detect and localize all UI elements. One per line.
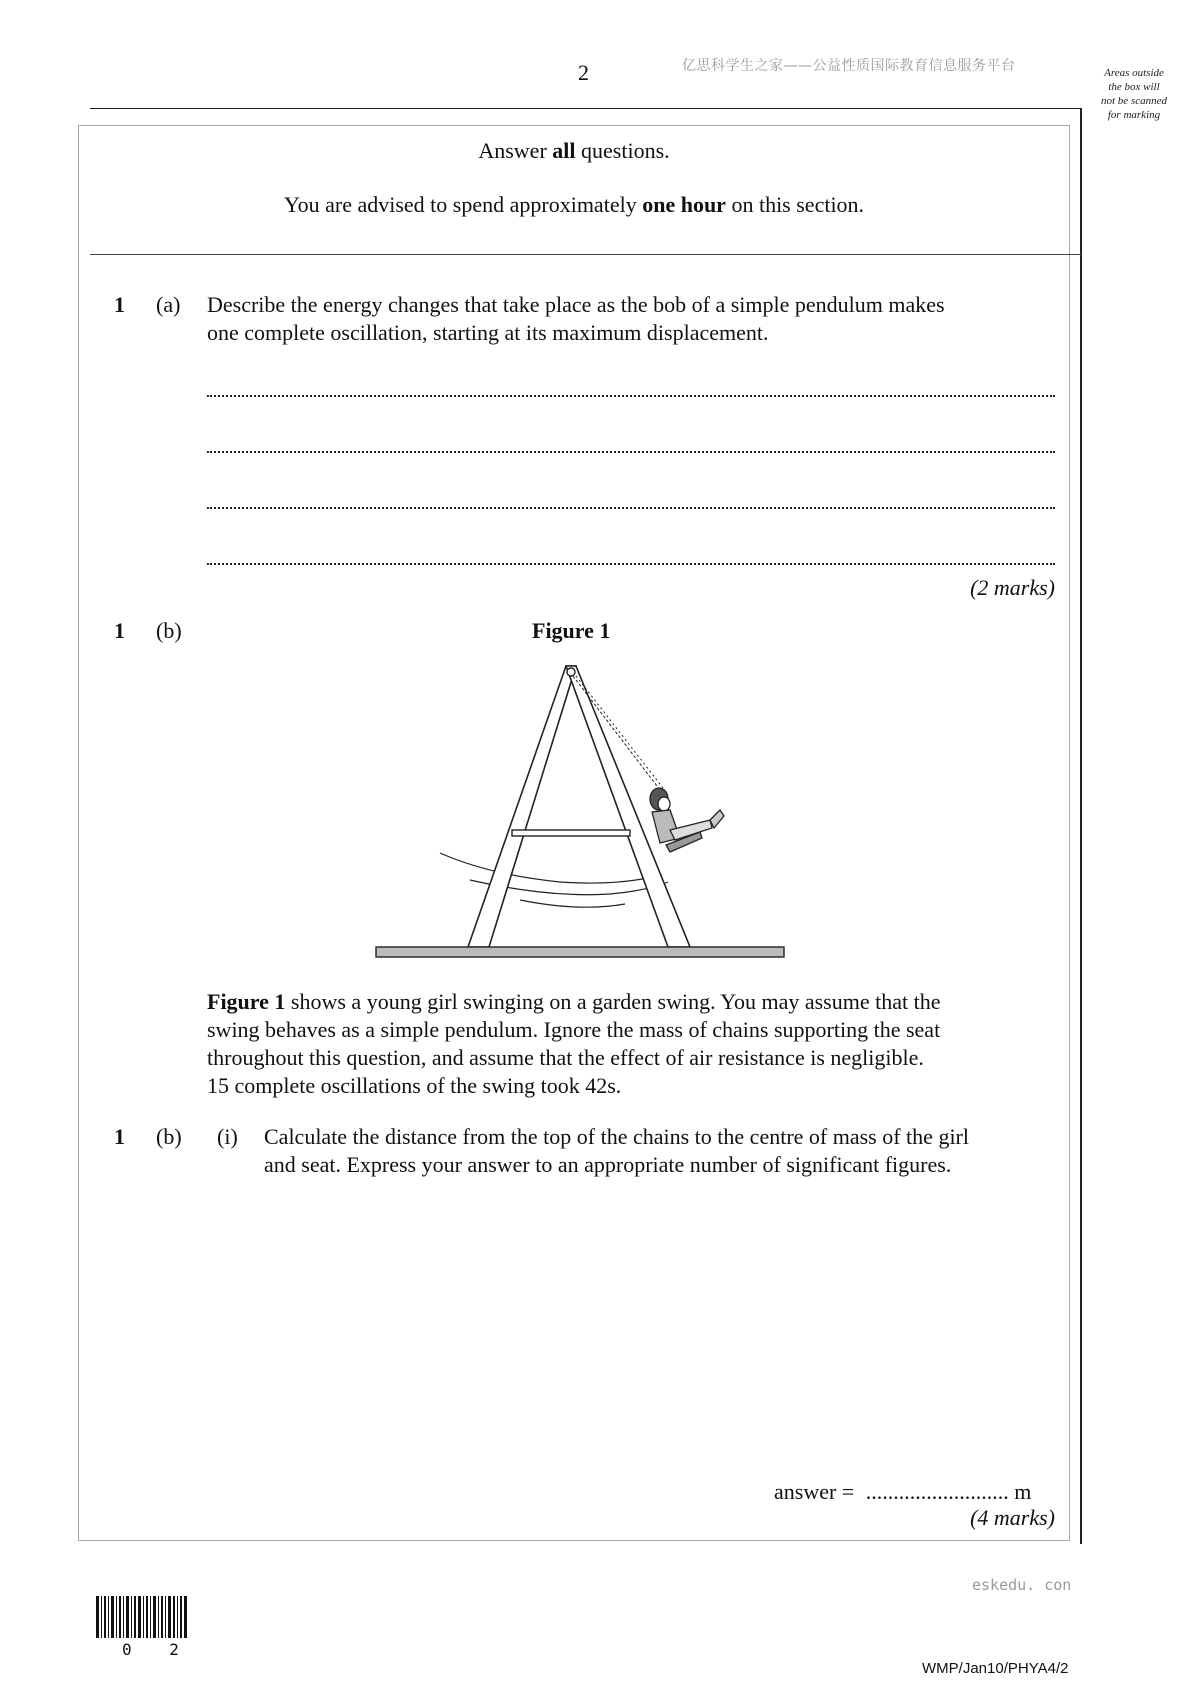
answer-field[interactable]: .......................... bbox=[865, 1479, 1009, 1504]
question-part: (a) bbox=[156, 292, 181, 317]
question-text-line: Describe the energy changes that take place as the bob of a simple pendulum makes bbox=[207, 292, 945, 317]
instruction-text: on this section. bbox=[725, 192, 865, 217]
marks-label: (4 marks) bbox=[970, 1505, 1055, 1530]
girl-on-swing-icon bbox=[650, 788, 724, 852]
instruction-time bbox=[78, 192, 1070, 218]
box-right-border bbox=[1080, 108, 1082, 1544]
margin-note-line: Areas outside bbox=[1104, 67, 1164, 79]
description-line: throughout this question, and assume that the effect of air resistance is negligible. bbox=[207, 1045, 924, 1070]
instruction-emphasis: all bbox=[552, 138, 576, 163]
margin-note bbox=[1092, 66, 1176, 122]
barcode-number: 0 2 bbox=[122, 1640, 193, 1659]
answer-row bbox=[774, 1479, 1031, 1505]
question-1bi-text bbox=[264, 1123, 1064, 1179]
marks-label: (2 marks) bbox=[970, 575, 1055, 600]
ground bbox=[376, 947, 784, 957]
watermark-bottom: eskedu. con bbox=[972, 1576, 1072, 1594]
figure-reference: Figure 1 bbox=[207, 989, 286, 1014]
instruction-text: You are advised to spend approximately bbox=[283, 192, 643, 217]
motion-arc bbox=[520, 900, 625, 907]
question-number: 1 bbox=[114, 618, 125, 643]
barcode-icon bbox=[96, 1596, 188, 1638]
figure-title: Figure 1 bbox=[532, 618, 611, 643]
question-part: (b) bbox=[156, 618, 182, 643]
description-line: swing behaves as a simple pendulum. Ignore the mass of chains supporting the seat bbox=[207, 1017, 941, 1042]
answer-line[interactable] bbox=[207, 385, 1055, 397]
margin-note-line: not be scanned bbox=[1101, 95, 1167, 107]
section-divider bbox=[90, 254, 1082, 255]
question-subpart: (i) bbox=[217, 1124, 238, 1149]
answer-line[interactable] bbox=[207, 441, 1055, 453]
question-text-line: Calculate the distance from the top of the chains to the centre of mass of the girl bbox=[264, 1124, 969, 1149]
question-text-line: one complete oscillation, starting at its maximum displacement. bbox=[207, 320, 769, 345]
margin-note-line: for marking bbox=[1107, 109, 1161, 121]
answer-unit: m bbox=[1014, 1479, 1032, 1504]
answer-line[interactable] bbox=[207, 553, 1055, 565]
instruction-emphasis: one hour bbox=[642, 192, 726, 217]
description-line: 15 complete oscillations of the swing took 42s. bbox=[207, 1073, 622, 1098]
frame-leg-left bbox=[468, 666, 576, 947]
frame-leg-right bbox=[566, 666, 690, 947]
pivot-icon bbox=[567, 668, 575, 676]
question-text-line: and seat. Express your answer to an appropriate number of significant figures. bbox=[264, 1152, 952, 1177]
swing-figure bbox=[370, 660, 790, 960]
instruction-text: questions. bbox=[575, 138, 670, 163]
page-number: 2 bbox=[578, 60, 589, 85]
motion-arc bbox=[440, 853, 660, 883]
instruction-answer-all bbox=[78, 138, 1070, 164]
answer-line[interactable] bbox=[207, 497, 1055, 509]
question-number: 1 bbox=[114, 292, 125, 317]
question-1a-text bbox=[207, 291, 945, 347]
description-line bbox=[207, 988, 1067, 1016]
question-number: 1 bbox=[114, 1124, 125, 1149]
figure-description bbox=[207, 988, 1067, 1100]
watermark-top: 亿思科学生之家——公益性质国际教育信息服务平台 bbox=[682, 58, 1016, 74]
instruction-text: Answer bbox=[478, 138, 553, 163]
paper-code: WMP/Jan10/PHYA4/2 bbox=[922, 1660, 1069, 1677]
top-rule bbox=[90, 108, 1082, 109]
margin-note-line: the box will bbox=[1108, 81, 1160, 93]
answer-label: answer = bbox=[774, 1479, 855, 1504]
description-text: shows a young girl swinging on a garden swing. You may assume that the bbox=[285, 989, 941, 1014]
frame-crossbar bbox=[512, 830, 630, 836]
question-part: (b) bbox=[156, 1124, 182, 1149]
